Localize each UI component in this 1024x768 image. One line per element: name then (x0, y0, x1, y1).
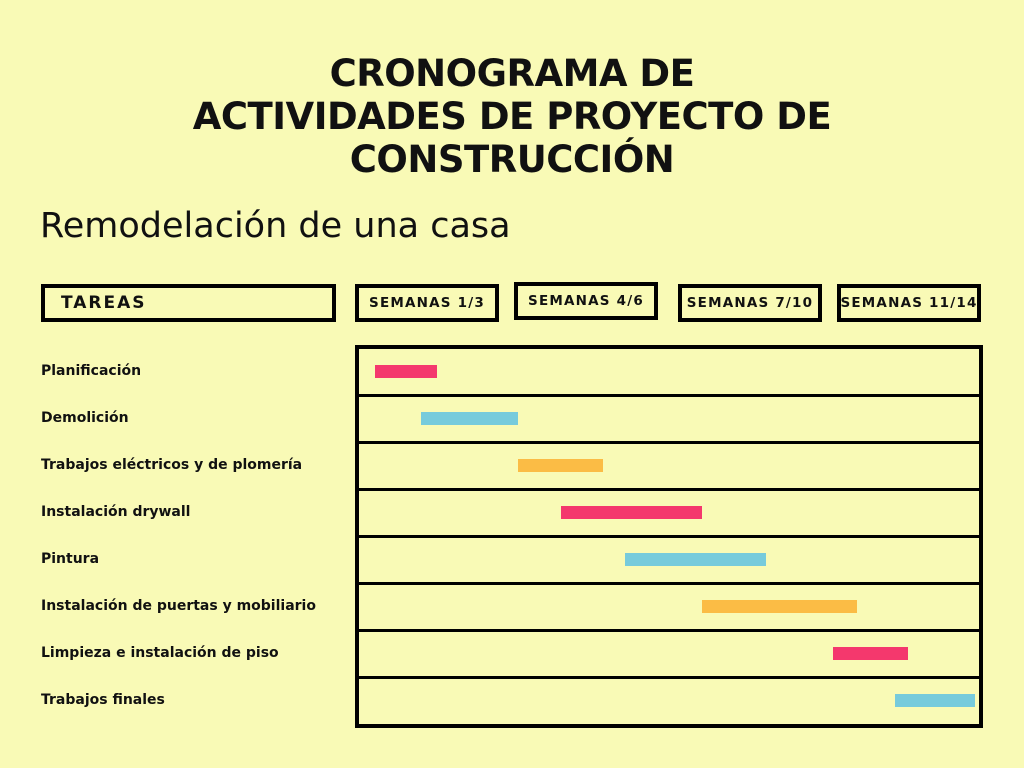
task-label: Instalación drywall (41, 504, 191, 521)
gantt-bar (895, 694, 975, 707)
title-line-3: CONSTRUCCIÓN (349, 138, 675, 181)
row-separator (359, 535, 979, 538)
row-separator (359, 441, 979, 444)
task-label: Demolición (41, 410, 129, 427)
task-label: Trabajos eléctricos y de plomería (41, 457, 303, 474)
task-label: Limpieza e instalación de piso (41, 644, 279, 661)
page-title (0, 52, 1024, 181)
period-header-1: SEMANAS 1/3 (355, 284, 499, 322)
row-separator (359, 582, 979, 585)
row-separator (359, 676, 979, 679)
task-label: Trabajos finales (41, 691, 165, 708)
gantt-grid (355, 345, 983, 728)
task-label: Instalación de puertas y mobiliario (41, 597, 316, 614)
period-header-2: SEMANAS 4/6 (514, 282, 658, 320)
gantt-bar (518, 459, 602, 472)
gantt-bar (561, 506, 703, 519)
period-header-3: SEMANAS 7/10 (678, 284, 822, 322)
gantt-bar (625, 553, 767, 566)
period-header-4: SEMANAS 11/14 (837, 284, 981, 322)
gantt-bar (375, 365, 437, 378)
gantt-bar (702, 600, 857, 613)
row-separator (359, 394, 979, 397)
task-label: Planificación (41, 363, 142, 380)
task-label: Pintura (41, 550, 100, 567)
row-separator (359, 488, 979, 491)
title-line-2: ACTIVIDADES DE PROYECTO DE (192, 95, 832, 138)
subtitle: Remodelación de una casa (40, 206, 511, 246)
title-line-1: CRONOGRAMA DE (329, 52, 695, 95)
tasks-header: TAREAS (41, 284, 336, 322)
row-separator (359, 629, 979, 632)
gantt-bar (421, 412, 518, 425)
gantt-bar (833, 647, 908, 660)
